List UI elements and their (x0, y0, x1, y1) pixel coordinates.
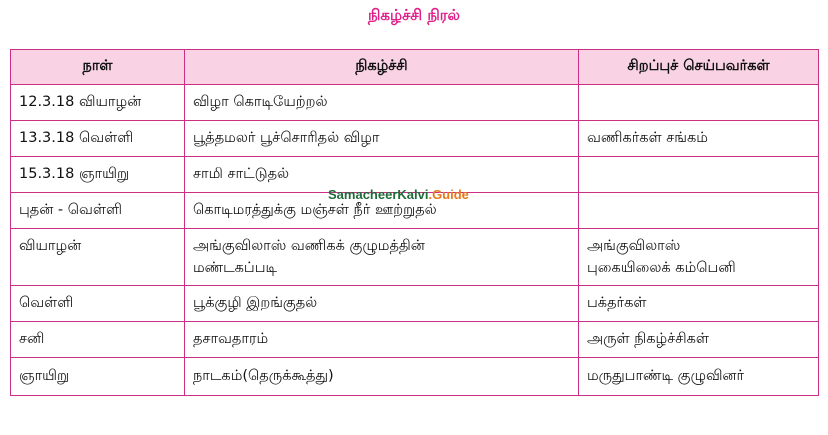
watermark-suffix: .Guide (428, 187, 469, 202)
event-cell: கொடிமரத்துக்கு மஞ்சள் நீர் ஊற்றுதல் (185, 193, 579, 229)
table-row (11, 121, 819, 157)
event-cell: பூக்குழி இறங்குதல் (185, 286, 579, 322)
organizer-cell: அருள் நிகழ்ச்சிகள் (579, 322, 819, 358)
table-header-row (11, 50, 819, 85)
table-row (11, 286, 819, 322)
header-organizer: சிறப்புச் செய்பவர்கள் (579, 50, 819, 85)
table-row (11, 322, 819, 358)
day-cell: சனி (11, 322, 185, 358)
table-row (11, 229, 819, 286)
organizer-cell (579, 229, 819, 286)
table-row (11, 85, 819, 121)
event-line: மண்டகப்படி (193, 260, 278, 276)
organizer-cell: வணிகர்கள் சங்கம் (579, 121, 819, 157)
day-cell: ஞாயிறு (11, 358, 185, 396)
event-cell: விழா கொடியேற்றல் (185, 85, 579, 121)
organizer-cell: மருதுபாண்டி குழுவினர் (579, 358, 819, 396)
day-cell: 13.3.18 வெள்ளி (11, 121, 185, 157)
organizer-cell: பக்தர்கள் (579, 286, 819, 322)
event-cell: நாடகம்(தெருக்கூத்து) (185, 358, 579, 396)
event-cell: பூத்தமலர் பூச்சொரிதல் விழா (185, 121, 579, 157)
page-title: நிகழ்ச்சி நிரல் (368, 6, 460, 24)
table-row (11, 358, 819, 396)
watermark-site: SamacheerKalvi (328, 187, 429, 202)
watermark (328, 187, 469, 202)
day-cell: வியாழன் (11, 229, 185, 286)
organizer-cell (579, 157, 819, 193)
organizer-line: அங்குவிலாஸ் (587, 238, 681, 254)
day-cell: புதன் - வெள்ளி (11, 193, 185, 229)
program-table (10, 49, 819, 396)
organizer-line: புகையிலைக் கம்பெனி (587, 260, 736, 276)
event-cell: தசாவதாரம் (185, 322, 579, 358)
day-cell: 12.3.18 வியாழன் (11, 85, 185, 121)
organizer-cell (579, 193, 819, 229)
day-cell: 15.3.18 ஞாயிறு (11, 157, 185, 193)
organizer-cell (579, 85, 819, 121)
header-day: நாள் (11, 50, 185, 85)
header-event: நிகழ்ச்சி (185, 50, 579, 85)
event-line: அங்குவிலாஸ் வணிகக் குழுமத்தின் (193, 238, 425, 254)
day-cell: வெள்ளி (11, 286, 185, 322)
event-cell: சாமி சாட்டுதல் (185, 157, 579, 193)
event-cell (185, 229, 579, 286)
